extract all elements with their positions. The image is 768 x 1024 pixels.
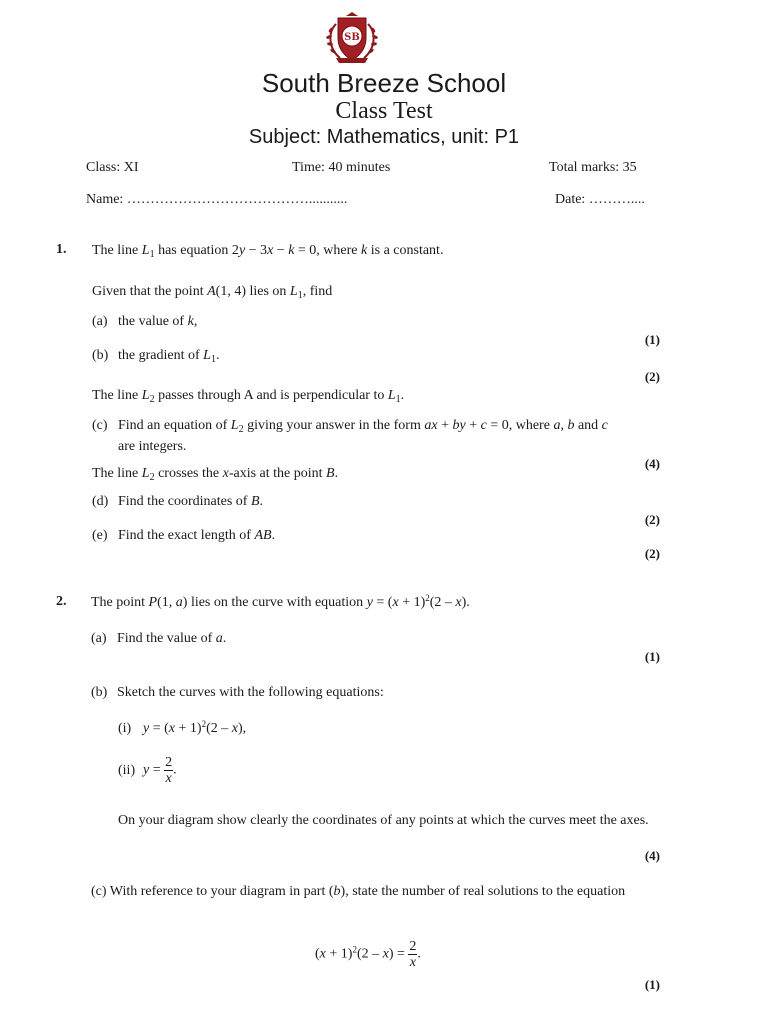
q1-part-b: (b) the gradient of $L_1$.: [92, 348, 220, 365]
fraction: $\frac{2}{x}$: [165, 755, 173, 786]
time-field: Time: 40 minutes: [292, 160, 391, 175]
school-name: South Breeze School: [261, 68, 507, 98]
q1-stem: The line $L_1$ has equation 2y − 3x − k = 0, where k is a constant.: [92, 243, 444, 260]
class-field: Class: XI: [86, 160, 139, 175]
marks: (1): [644, 977, 660, 992]
q1-given: Given that the point A(1, 4) lies on $L_1$, find: [92, 284, 333, 301]
crest-icon: [322, 10, 382, 66]
subject-line: Subject: Mathematics, unit: P1: [248, 126, 520, 148]
question-number: 2.: [56, 594, 67, 609]
marks: (4): [644, 456, 660, 471]
q2-diagram-instruction: On your diagram show clearly the coordinates of any points at which the curves meet the axes.: [118, 813, 649, 828]
q1-part-c: (c) Find an equation of $L_2$ giving your answer in the form ax + by + c = 0, where a, b and c: [92, 418, 608, 435]
marks: (2): [644, 369, 660, 384]
marks: (1): [644, 332, 660, 347]
q2-b-i: (i) $y = (x + 1)^2(2 - x)$,: [118, 719, 247, 736]
test-title: Class Test: [335, 98, 433, 124]
q1-cross-statement: The line $L_2$ crosses the x-axis at the point B.: [92, 466, 339, 483]
q1-part-d: (d) Find the coordinates of B.: [92, 494, 264, 509]
svg-text:SB: SB: [344, 32, 360, 43]
marks: (2): [644, 512, 660, 527]
q1-l2-statement: The line $L_2$ passes through A and is perpendicular to $L_1$.: [92, 388, 405, 405]
q1-part-c-cont: are integers.: [118, 439, 187, 454]
marks: (4): [644, 848, 660, 863]
question-number: 1.: [56, 242, 67, 257]
q2-stem: The point P(1, a) lies on the curve with equation $y = (x + 1)^2(2 - x)$.: [91, 593, 470, 610]
q1-part-a: (a) the value of k,: [92, 314, 198, 329]
marks: (1): [644, 649, 660, 664]
q1-part-e: (e) Find the exact length of AB.: [92, 528, 276, 543]
school-logo: [322, 10, 382, 66]
marks: (2): [644, 546, 660, 561]
fraction: $\frac{2}{x}$: [409, 939, 417, 970]
date-field: Date: ………....: [555, 192, 645, 207]
name-field: Name: …………………………………...........: [86, 192, 348, 207]
q2-part-a: (a) Find the value of a.: [91, 631, 227, 646]
q2-equation: $(x + 1)^2(2 - x)$ = $\frac{2}{x}$ .: [315, 939, 421, 970]
q2-part-b: (b) Sketch the curves with the following equations:: [91, 685, 384, 700]
q2-part-c: (c) With reference to your diagram in part (b), state the number of real solutions to the equation: [91, 884, 626, 899]
total-marks-field: Total marks: 35: [549, 160, 637, 175]
q2-b-ii: (ii) y = $\frac{2}{x}$ .: [118, 755, 177, 786]
